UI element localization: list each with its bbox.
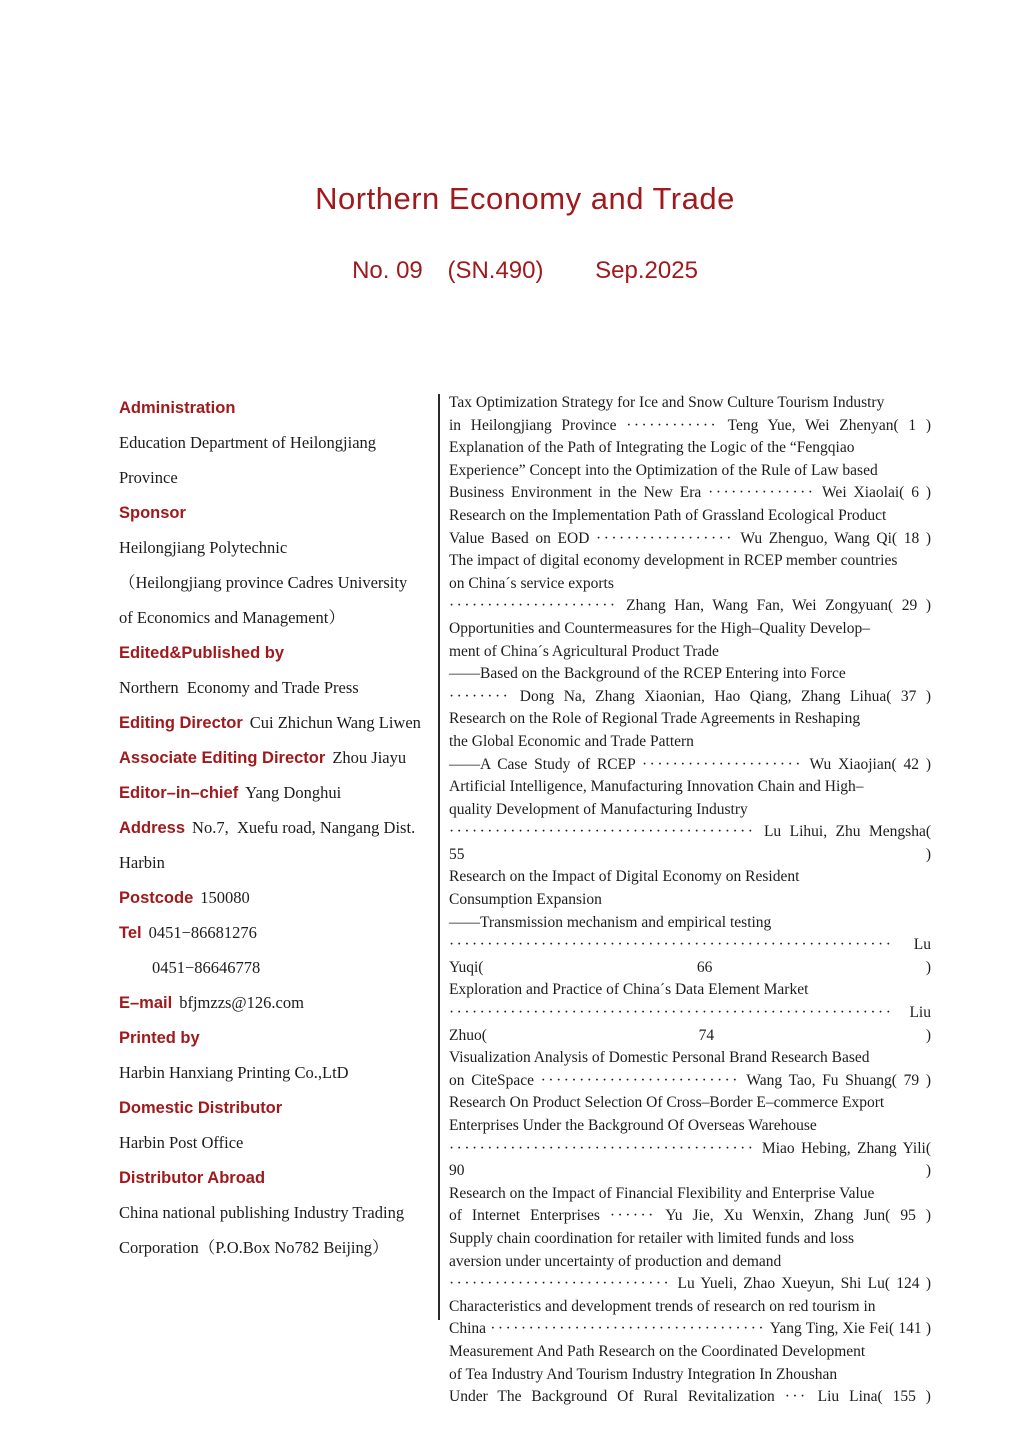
toc-line: on CiteSpace ·························· Wang Tao, Fu Shuang( 79 ) <box>449 1071 932 1089</box>
toc-entry <box>449 1296 931 1341</box>
masthead-label: Address <box>119 819 186 837</box>
toc-line: ·························································· Lu Yuqi( 66 ) <box>449 936 931 976</box>
toc-line: ········································ Miao Hebing, Zhang Yili( 90 ) <box>449 1139 931 1180</box>
toc-line: ········ Dong Na, Zhang Xiaonian, Hao Qiang, Zhang Lihua( 37 ) <box>449 687 931 705</box>
issue-number: No. 09 <box>352 257 423 284</box>
masthead-block-row <box>119 495 439 530</box>
dot-leader: ·············· <box>708 484 816 502</box>
toc-entry <box>449 979 931 1047</box>
toc-line: ——A Case Study of RCEP ····················· Wu Xiaojian( 42 ) <box>449 755 931 773</box>
toc-line: Experience” Concept into the Optimization of the Rule of Law based <box>449 461 878 479</box>
masthead-label: Editor–in–chief <box>119 784 239 802</box>
masthead-block-row <box>119 740 439 775</box>
issue-date: Sep.2025 <box>595 257 698 284</box>
masthead-line: Corporation（P.O.Box No782 Beijing） <box>119 1238 389 1257</box>
masthead-block-row <box>119 1160 439 1195</box>
toc-line: Opportunities and Countermeasures for the High–Quality Develop– <box>449 619 870 637</box>
toc-line: Characteristics and development trends of research on red tourism in <box>449 1297 876 1315</box>
masthead-label: Associate Editing Director <box>119 749 326 767</box>
dot-leader: ········································ <box>449 1139 756 1157</box>
toc-line: on China´s service exports <box>449 574 614 592</box>
toc-entry <box>449 776 931 866</box>
toc-entry <box>449 866 931 979</box>
toc-line: Research on the Impact of Digital Economy on Resident <box>449 868 800 886</box>
toc-entry <box>449 550 931 618</box>
toc-line: Value Based on EOD ·················· Wu Zhenguo, Wang Qi( 18 ) <box>449 529 932 547</box>
toc-entry <box>449 1092 931 1182</box>
masthead-block-row <box>119 705 439 740</box>
dot-leader: ····················· <box>642 755 803 773</box>
masthead-line: China national publishing Industry Trading <box>119 1203 405 1222</box>
dot-leader: ······················ <box>449 597 618 615</box>
masthead-block-row <box>119 775 439 810</box>
masthead-label: Administration <box>119 399 236 417</box>
toc-line: Consumption Expansion <box>449 891 602 909</box>
toc-line: Tax Optimization Strategy for Ice and Snow Culture Tourism Industry <box>449 394 885 411</box>
toc-line: Supply chain coordination for retailer with limited funds and loss <box>449 1229 855 1247</box>
toc-line: Research on the Impact of Financial Flexibility and Enterprise Value <box>449 1184 875 1202</box>
toc-line: Explanation of the Path of Integrating the Logic of the “Fengqiao <box>449 439 855 457</box>
toc-list <box>449 392 931 1409</box>
masthead-value: 0451−86681276 <box>148 923 257 942</box>
masthead-line: Province <box>119 468 178 487</box>
masthead-block-row <box>119 810 439 845</box>
toc-line: Research on the Implementation Path of Grassland Ecological Product <box>449 506 887 524</box>
masthead-label: Sponsor <box>119 504 186 522</box>
masthead-line: （Heilongjiang province Cadres University <box>119 573 408 592</box>
masthead-block-row <box>119 390 439 425</box>
dot-leader: ······ <box>609 1207 656 1225</box>
masthead-line: Harbin Hanxiang Printing Co.,LtD <box>119 1063 349 1082</box>
masthead-label: Editing Director <box>119 714 243 732</box>
masthead-block-row <box>119 635 439 670</box>
toc-entry <box>449 392 931 437</box>
masthead-block-row <box>119 1090 439 1125</box>
masthead-value: Zhou Jiayu <box>332 748 407 767</box>
masthead-value: bfjmzzs@126.com <box>179 993 304 1012</box>
toc-entry <box>449 1228 931 1296</box>
toc-entry <box>449 437 931 505</box>
toc-line: in Heilongjiang Province ············ Teng Yue, Wei Zhenyan( 1 ) <box>449 416 931 434</box>
masthead-line: Education Department of Heilongjiang <box>119 433 377 452</box>
dot-leader: ···································· <box>490 1320 767 1338</box>
toc-line: Research on the Role of Regional Trade Agreements in Reshaping <box>449 710 861 728</box>
dot-leader: ·························· <box>540 1071 740 1089</box>
dot-leader: ·························································· <box>449 1004 894 1022</box>
issue-serial: (SN.490) <box>447 257 544 284</box>
masthead-label: E–mail <box>119 994 173 1012</box>
toc-entry <box>449 618 931 708</box>
dot-leader: ············ <box>626 416 719 434</box>
toc-line: of Tea Industry And Tourism Industry Integration In Zhoushan <box>449 1365 838 1383</box>
masthead-line: Heilongjiang Polytechnic <box>119 538 288 557</box>
masthead-line: Harbin <box>119 853 165 872</box>
toc-line: Measurement And Path Research on the Coordinated Development <box>449 1342 866 1360</box>
masthead-label: Edited&Published by <box>119 644 285 662</box>
masthead <box>119 390 439 1265</box>
masthead-line: 0451−86646778 <box>119 958 261 977</box>
toc-line: China ···································· Yang Ting, Xie Fei( 141 ) <box>449 1320 932 1338</box>
toc-line: Visualization Analysis of Domestic Personal Brand Research Based <box>449 1049 870 1067</box>
dot-leader: ········ <box>449 687 511 705</box>
masthead-value: Yang Donghui <box>245 783 342 802</box>
masthead-label: Postcode <box>119 889 194 907</box>
masthead-label: Domestic Distributor <box>119 1099 283 1117</box>
dot-leader: ····························· <box>449 1275 672 1293</box>
masthead-label: Tel <box>119 924 142 942</box>
toc-line: quality Development of Manufacturing Industry <box>449 800 748 818</box>
toc-line: of Internet Enterprises ······ Yu Jie, Xu Wenxin, Zhang Jun( 95 ) <box>449 1207 931 1225</box>
toc-entry <box>449 1341 931 1409</box>
masthead-value: No.7, Xuefu road, Nangang Dist. <box>192 818 416 837</box>
dot-leader: ·················· <box>596 529 734 547</box>
toc-line: ········································ Lu Lihui, Zhu Mengsha( 55 ) <box>449 823 931 863</box>
masthead-line: Northern Economy and Trade Press <box>119 678 359 697</box>
masthead-value: Cui Zhichun Wang Liwen <box>249 713 421 732</box>
toc-line: Enterprises Under the Background Of Overseas Warehouse <box>449 1117 817 1134</box>
toc-line: Research On Product Selection Of Cross–Border E–commerce Export <box>449 1094 885 1112</box>
masthead-block-row <box>119 880 439 915</box>
toc-line: aversion under uncertainty of production and demand <box>449 1252 782 1270</box>
dot-leader: ·························································· <box>449 936 894 954</box>
toc-entry <box>449 1183 931 1228</box>
dot-leader: ··· <box>784 1388 808 1406</box>
issue-line <box>106 257 944 285</box>
masthead-value: 150080 <box>200 888 250 907</box>
journal-title: Northern Economy and Trade <box>315 181 735 216</box>
toc-entry <box>449 708 931 776</box>
masthead-block-row <box>119 985 439 1020</box>
masthead-block-row <box>119 915 439 950</box>
masthead-block-row <box>119 1020 439 1055</box>
toc-entry <box>449 1047 931 1092</box>
masthead-label: Printed by <box>119 1029 200 1047</box>
toc-line: Artificial Intelligence, Manufacturing Innovation Chain and High– <box>449 778 864 796</box>
toc-line: ment of China´s Agricultural Product Trade <box>449 642 719 660</box>
toc-line: The impact of digital economy development in RCEP member countries <box>449 552 898 570</box>
toc-line: ······················ Zhang Han, Wang Fan, Wei Zongyuan( 29 ) <box>449 597 931 615</box>
toc-line: ——Transmission mechanism and empirical testing <box>449 913 772 931</box>
toc-line: Exploration and Practice of China´s Data Element Market <box>449 981 809 999</box>
toc-line: Business Environment in the New Era ·············· Wei Xiaolai( 6 ) <box>449 484 931 502</box>
toc-line: the Global Economic and Trade Pattern <box>449 732 694 750</box>
masthead-line: Harbin Post Office <box>119 1133 244 1152</box>
toc-entry <box>449 505 931 550</box>
toc-line: ·························································· Liu Zhuo( 74 ) <box>449 1004 931 1044</box>
masthead-label: Distributor Abroad <box>119 1169 266 1187</box>
toc-line: ——Based on the Background of the RCEP Entering into Force <box>449 665 846 683</box>
toc-line: Under The Background Of Rural Revitalization ··· Liu Lina( 155 ) <box>449 1388 931 1406</box>
toc-line: ····························· Lu Yueli, Zhao Xueyun, Shi Lu( 124 ) <box>449 1275 931 1293</box>
dot-leader: ········································ <box>449 823 756 841</box>
masthead-line: of Economics and Management） <box>119 608 345 627</box>
